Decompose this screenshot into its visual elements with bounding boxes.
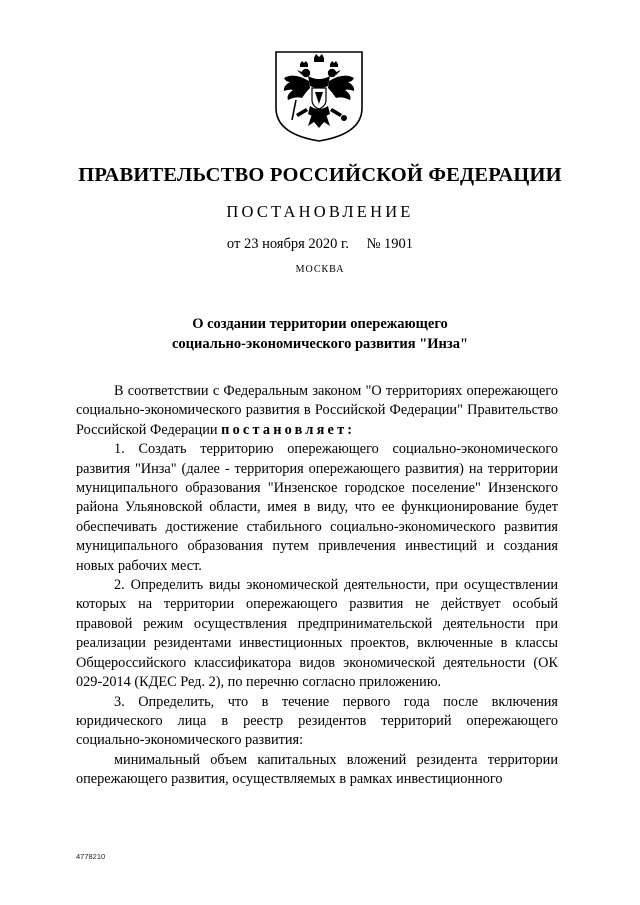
document-body — [76, 382, 558, 790]
paragraph-item-2: 2. Определить виды экономической деятельности, при осуществлении которых на территории опережающего развития не действует особый правовой режим осуществления предпринимательской деятельности при реализации резидентами инвестиционных проектов, включенные в классы Общероссийского классификатора видов экономической деятельности (ОК 029-2014 (КДЕС Ред. 2), по перечню согласно приложению. — [76, 577, 558, 691]
preamble-text: В соответствии с Федеральным законом "О территориях опережающего социально-экономического развития в Российской Федерации" Правительство Российской Федерации — [76, 383, 558, 438]
decree-word: постановляет: — [221, 421, 356, 438]
document-title-line-1: О создании территории опережающего — [192, 316, 448, 332]
document-type: ПОСТАНОВЛЕНИЕ — [226, 202, 414, 221]
document-title-line-2: социально-экономического развития "Инза" — [171, 336, 469, 352]
paragraph-item-1: 1. Создать территорию опережающего социально-экономического развития "Инза" (далее - территория опережающего развития) на территории муниципального образования "Инзенское городское поселение" Инзенского района Ульяновской области, имея в виду, что ее функционирование будет обеспечивать достижение стабильного социально-экономического развития муниципального образования путем привлечения инвестиций и создания новых рабочих мест. — [76, 441, 558, 574]
paragraph-item-3: 3. Определить, что в течение первого года после включения юридического лица в реестр резидентов территорий опережающего социально-экономического развития: — [76, 693, 558, 749]
paragraph-preamble — [76, 382, 558, 440]
document-title — [0, 314, 640, 354]
document-code: 4778210 — [76, 852, 106, 861]
document-date: от 23 ноября 2020 г. — [226, 236, 349, 252]
document-number: № 1901 — [366, 236, 414, 252]
coat-of-arms-emblem — [272, 48, 366, 144]
government-title: ПРАВИТЕЛЬСТВО РОССИЙСКОЙ ФЕДЕРАЦИИ — [78, 164, 562, 186]
paragraph-item-3-subitem: минимальный объем капитальных вложений резидента территории опережающего развития, осуществляемых в рамках инвестиционного — [76, 751, 558, 788]
document-date-line — [0, 236, 640, 253]
document-city: МОСКВА — [295, 264, 345, 275]
